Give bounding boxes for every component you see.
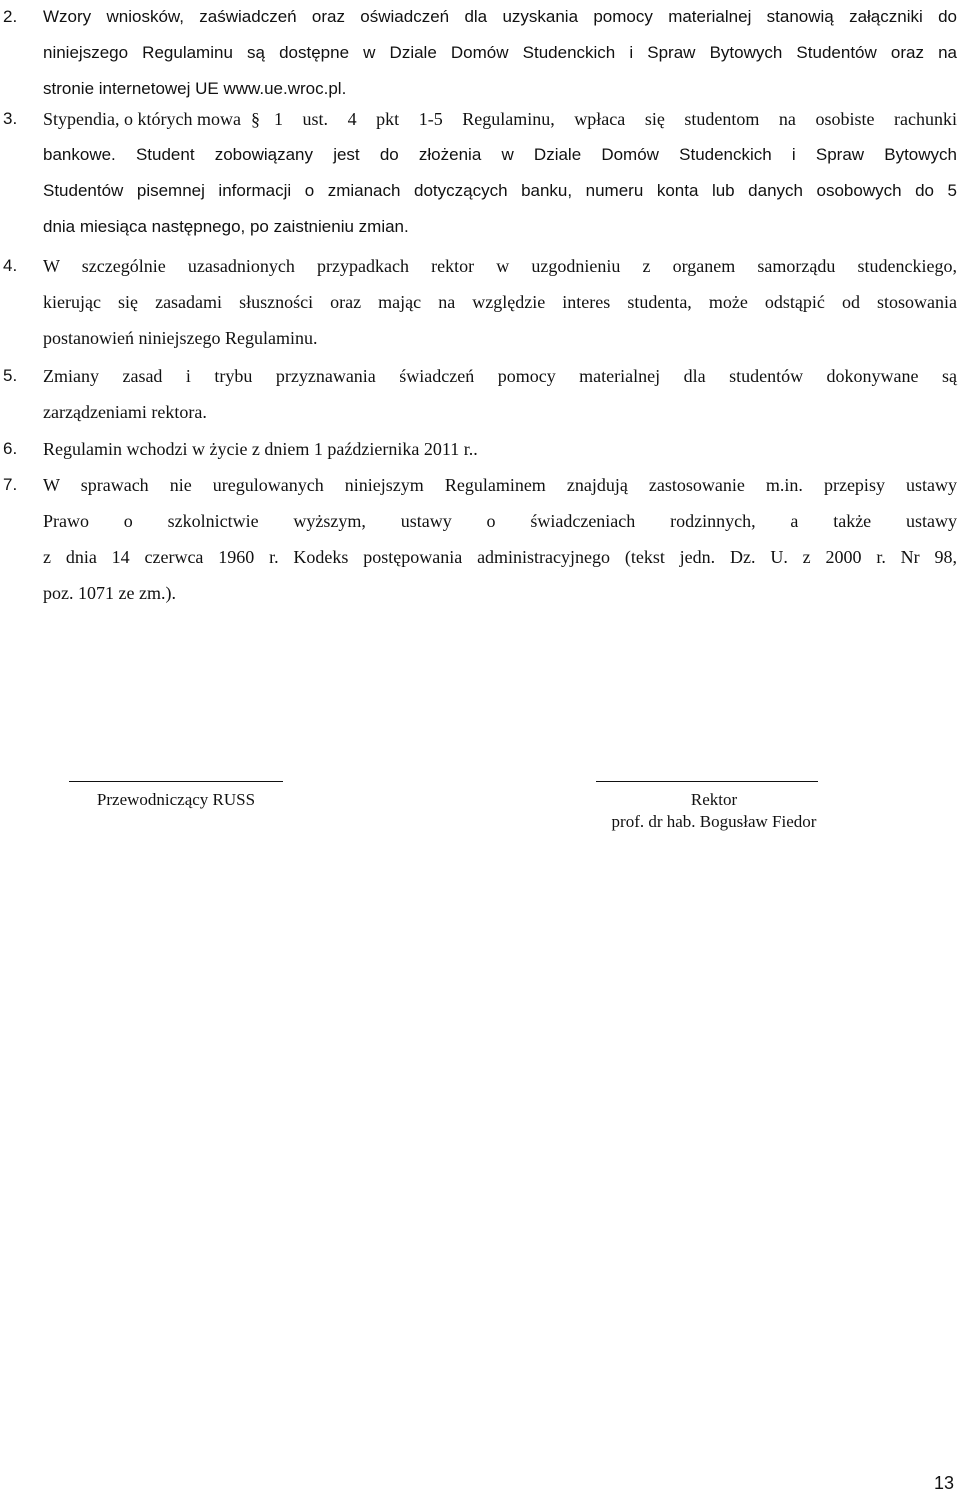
item-text-line: [43, 101, 957, 137]
item-text-line: postanowień niniejszego Regulaminu.: [43, 328, 318, 348]
item-number: 4.: [3, 256, 18, 275]
signature-right: [596, 781, 832, 833]
item-text-line: W sprawach nie uregulowanych niniejszym Regulaminem znajdują zastosowanie m.in. przepisy ustawy: [43, 475, 957, 495]
item-number: 2.: [3, 7, 18, 26]
item-text-fragment: Stypendia, o których mowa: [43, 109, 241, 129]
item-text-line: stronie internetowej UE www.ue.wroc.pl.: [43, 79, 347, 98]
item-text-line: Regulamin wchodzi w życie z dniem 1 października 2011 r..: [43, 439, 478, 459]
item-text-line: dnia miesiąca następnego, po zaistnieniu zmian.: [43, 217, 409, 236]
paragraph-sign: §: [250, 109, 260, 129]
signature-title: Przewodniczący RUSS: [96, 790, 256, 809]
item-text-line: W szczególnie uzasadnionych przypadkach rektor w uzgodnieniu z organem samorządu studenckiego,: [43, 256, 957, 276]
item-number: 6.: [3, 439, 18, 458]
signature-title: Rektor: [690, 790, 738, 809]
item-number: 3.: [3, 109, 18, 128]
signature-line: [69, 781, 283, 782]
item-text-line: zarządzeniami rektora.: [43, 402, 207, 422]
signature-line: [596, 781, 818, 782]
item-text-fragment: 1 ust. 4 pkt 1-5 Regulaminu, wpłaca się studentom na osobiste rachunki: [273, 109, 957, 129]
item-text-line: bankowe. Student zobowiązany jest do złożenia w Dziale Domów Studenckich i Spraw Bytowych: [43, 145, 957, 164]
item-text-line: Wzory wniosków, zaświadczeń oraz oświadczeń dla uzyskania pomocy materialnej stanowią załączniki do: [43, 7, 957, 26]
item-text-line: niniejszego Regulaminu są dostępne w Dziale Domów Studenckich i Spraw Bytowych Studentów oraz na: [43, 43, 957, 62]
item-text-line: Zmiany zasad i trybu przyznawania świadczeń pomocy materialnej dla studentów dokonywane są: [43, 366, 957, 386]
signature-name: prof. dr hab. Bogusław Fiedor: [611, 812, 817, 831]
item-text-line: Prawo o szkolnictwie wyższym, ustawy o świadczeniach rodzinnych, a także ustawy: [43, 511, 957, 531]
item-text-line: poz. 1071 ze zm.).: [43, 583, 176, 603]
item-text-line: Studentów pisemnej informacji o zmianach dotyczących banku, numeru konta lub danych osobowych do 5: [43, 181, 957, 200]
item-number: 7.: [3, 475, 18, 494]
signature-left: [69, 781, 283, 811]
page-number: 13: [933, 1473, 954, 1493]
item-number: 5.: [3, 366, 18, 385]
item-text-line: kierując się zasadami słuszności oraz mając na względzie interes studenta, może odstąpić od stosowania: [43, 292, 957, 312]
item-text-line: z dnia 14 czerwca 1960 r. Kodeks postępowania administracyjnego (tekst jedn. Dz. U. z 2000 r. Nr 98,: [43, 547, 957, 567]
